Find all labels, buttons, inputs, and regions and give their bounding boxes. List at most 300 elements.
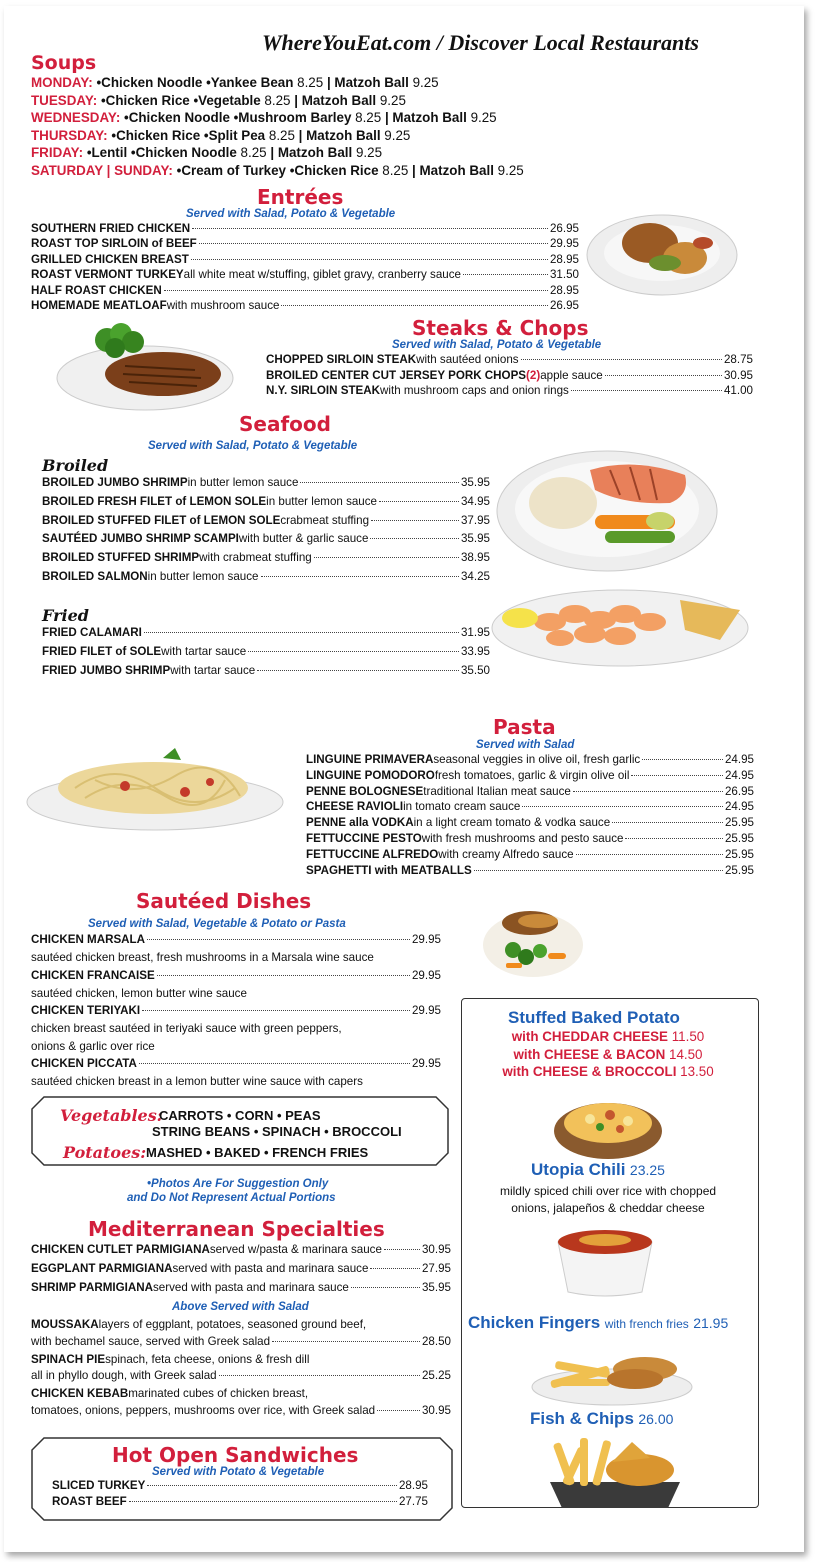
sauteed-photo	[468, 895, 598, 990]
item-price: 34.95	[460, 494, 490, 508]
menu-item-row-continued	[31, 1335, 451, 1353]
pasta-subtitle: Served with Salad	[476, 739, 575, 751]
menu-item-row	[42, 514, 490, 533]
item-desc: with mushroom caps and onion rings	[380, 384, 569, 397]
dot-leader	[272, 1341, 420, 1342]
pasta-photo	[25, 740, 285, 835]
soup-matzoh: Matzoh Ball	[306, 127, 381, 143]
item-price: 29.95	[411, 1004, 441, 1017]
soup-matzoh: Matzoh Ball	[419, 162, 494, 178]
menu-item-row	[306, 848, 754, 864]
entrees-list	[31, 222, 579, 314]
soup-separator: |	[294, 92, 298, 108]
item-price: 26.95	[549, 222, 579, 235]
chicken-fingers-photo	[530, 1335, 695, 1410]
dot-leader	[199, 243, 548, 244]
menu-item-row	[266, 384, 753, 400]
photo-note-line2: and Do Not Represent Actual Portions	[127, 1192, 336, 1204]
fish-chips-photo	[540, 1432, 690, 1512]
item-name: N.Y. SIRLOIN STEAK	[266, 384, 381, 397]
soup-items: •Chicken Rice •Split Pea	[111, 127, 266, 143]
vegetables-label: Vegetables:	[60, 1106, 163, 1125]
item-name: CHICKEN MARSALA	[31, 933, 146, 946]
item-price: 25.95	[724, 863, 754, 877]
item-desc: seasonal veggies in olive oil, fresh garlic	[433, 753, 641, 766]
seafood-subtitle: Served with Salad, Potato & Vegetable	[148, 440, 358, 452]
item-price: 25.95	[724, 831, 754, 845]
soup-separator: |	[326, 75, 331, 90]
soup-day: FRIDAY:	[31, 145, 84, 160]
dot-leader	[612, 822, 723, 823]
item-desc: traditional Italian meat sauce	[423, 784, 571, 798]
mediterranean-list	[31, 1243, 451, 1301]
menu-item-row	[31, 268, 579, 283]
item-name: CHICKEN KEBAB	[31, 1387, 129, 1400]
item-desc: with creamy Alfredo sauce	[438, 847, 574, 861]
item-desc: in butter lemon sauce	[147, 569, 259, 583]
soup-matzoh: Matzoh Ball	[334, 75, 409, 90]
vegetables-line2: STRING BEANS • SPINACH • BROCCOLI	[152, 1124, 402, 1139]
potatoes-line: MASHED • BAKED • FRENCH FRIES	[146, 1145, 369, 1160]
dot-leader	[300, 482, 459, 483]
menu-item-row	[31, 933, 441, 951]
soup-price: 8.25	[268, 127, 295, 143]
item-name: PENNE BOLOGNESE	[306, 784, 424, 798]
item-name: SPAGHETTI with MEATBALLS	[306, 863, 472, 877]
item-price: 30.95	[421, 1243, 451, 1256]
soup-day-row	[31, 109, 524, 127]
chili-title: Utopia Chili	[531, 1160, 626, 1179]
potatoes-label: Potatoes:	[63, 1143, 147, 1162]
item-name: BROILED JUMBO SHRIMP	[42, 476, 188, 489]
item-price: 33.95	[460, 645, 490, 658]
menu-item-row	[31, 1057, 441, 1075]
item-name: BROILED CENTER CUT JERSEY PORK CHOPS	[266, 368, 527, 382]
sandwiches-list	[52, 1479, 428, 1510]
menu-item-row	[31, 1243, 451, 1262]
item-name: LINGUINE PRIMAVERA	[306, 753, 434, 766]
item-price: 28.75	[723, 353, 753, 366]
item-desc: in butter lemon sauce	[266, 494, 378, 508]
item-desc: all in phyllo dough, with Greek salad	[31, 1369, 217, 1382]
dot-leader	[142, 1010, 410, 1011]
menu-item-row	[306, 753, 754, 769]
menu-item-row	[31, 299, 579, 314]
soup-day: THURSDAY:	[31, 127, 108, 143]
item-desc: served with pasta and marinara sauce	[172, 1262, 369, 1276]
soup-matzoh-price: 9.25	[384, 127, 411, 143]
soup-day: MONDAY:	[31, 75, 93, 90]
menu-item-row	[42, 626, 490, 645]
item-desc: crabmeat stuffing	[280, 513, 370, 527]
dot-leader	[576, 854, 723, 855]
fingers-desc: with french fries	[604, 1317, 689, 1331]
fish-price: 26.00	[638, 1411, 674, 1427]
item-name: SOUTHERN FRIED CHICKEN	[31, 222, 191, 235]
dot-leader	[522, 806, 723, 807]
steaks-title: Steaks & Chops	[412, 316, 589, 340]
item-name: BROILED SALMON	[42, 569, 148, 583]
item-name: FETTUCCINE PESTO	[306, 831, 422, 845]
item-price: 24.95	[724, 768, 754, 782]
menu-item-row-continued	[31, 1369, 451, 1387]
soup-day: TUESDAY:	[31, 92, 98, 108]
item-name: CHEESE RAVIOLI	[306, 800, 404, 814]
soup-day-row	[31, 92, 524, 110]
dot-leader	[384, 1249, 420, 1250]
item-name: SLICED TURKEY	[52, 1479, 146, 1492]
item-price: 37.95	[460, 513, 490, 527]
photo-note-line1: •Photos Are For Suggestion Only	[147, 1178, 329, 1190]
dot-leader	[571, 390, 722, 391]
soup-day-row	[31, 162, 524, 180]
item-price: 29.95	[411, 933, 441, 946]
soup-separator: |	[270, 145, 275, 160]
soup-separator: |	[298, 127, 303, 143]
item-price: 29.95	[411, 968, 441, 982]
item-price: 35.95	[460, 476, 490, 489]
dot-leader	[157, 975, 410, 976]
menu-item-row	[31, 1353, 451, 1370]
menu-item-row	[266, 369, 753, 385]
item-price: 29.95	[411, 1057, 441, 1070]
soup-price: 8.25	[355, 110, 382, 125]
soup-day-row	[31, 74, 524, 92]
soups-title: Soups	[31, 52, 97, 74]
soups-list	[31, 74, 524, 179]
salmon-plate-photo	[495, 445, 720, 575]
item-name: FETTUCCINE ALFREDO	[306, 847, 439, 861]
soup-items: •Cream of Turkey •Chicken Rice	[176, 162, 379, 178]
dot-leader	[139, 1063, 410, 1064]
soup-price: 8.25	[264, 92, 291, 108]
fried-label: Fried	[42, 606, 89, 625]
pasta-list	[306, 753, 754, 879]
menu-item-row	[52, 1495, 428, 1511]
soup-separator: |	[384, 110, 389, 125]
menu-item-row	[42, 532, 490, 551]
menu-item-row	[306, 864, 754, 880]
item-price: 27.95	[421, 1262, 451, 1276]
item-desc: sautéed chicken breast in a lemon butter wine sauce with capers	[31, 1075, 363, 1088]
item-price: 25.95	[724, 847, 754, 861]
item-price: 27.75	[398, 1494, 428, 1508]
entree-photo	[585, 203, 740, 298]
menu-item-row	[31, 969, 441, 987]
item-desc: all white meat w/stuffing, giblet gravy, cranberry sauce	[183, 268, 461, 282]
potato-option-label: with CHEDDAR CHEESE	[511, 1029, 668, 1044]
soup-day: WEDNESDAY:	[31, 110, 121, 125]
item-desc: in a light cream tomato & vodka sauce	[413, 816, 611, 830]
item-name: ROAST TOP SIRLOIN of BEEF	[31, 237, 197, 251]
dot-leader	[248, 651, 459, 652]
item-desc: with tartar sauce	[161, 645, 247, 658]
menu-item-row	[31, 284, 579, 299]
item-name: BROILED STUFFED FILET of LEMON SOLE	[42, 513, 281, 527]
potato-option	[470, 1029, 746, 1047]
item-name: GRILLED CHICKEN BREAST	[31, 252, 189, 266]
item-name: ROAST BEEF	[52, 1494, 127, 1508]
item-name: CHICKEN PICCATA	[31, 1057, 137, 1070]
item-desc: chicken breast sautéed in teriyaki sauce with green peppers,	[31, 1022, 342, 1035]
item-desc: with mushroom sauce	[166, 298, 280, 312]
menu-item-row	[42, 495, 490, 514]
dot-leader	[129, 1501, 397, 1502]
item-name: ROAST VERMONT TURKEY	[31, 268, 184, 282]
item-desc: apple sauce	[540, 368, 603, 382]
sandwiches-title: Hot Open Sandwiches	[112, 1443, 359, 1467]
item-desc: onions & garlic over rice	[31, 1039, 155, 1053]
item-name: LINGUINE POMODORO	[306, 768, 435, 782]
dot-leader	[642, 759, 723, 760]
item-count: (2)	[526, 368, 541, 382]
soup-matzoh-price: 9.25	[379, 92, 406, 108]
dot-leader	[147, 1485, 397, 1486]
soup-price: 8.25	[382, 162, 409, 178]
item-name: BROILED STUFFED SHRIMP	[42, 551, 200, 565]
item-desc: spinach, feta cheese, onions & fresh dill	[105, 1352, 310, 1366]
menu-item-row	[31, 1281, 451, 1300]
sauteed-list	[31, 933, 441, 1093]
entrees-title: Entrées	[257, 185, 344, 209]
fingers-price: 21.95	[693, 1315, 729, 1331]
item-desc: with crabmeat stuffing	[199, 551, 312, 565]
dot-leader	[191, 259, 548, 260]
item-price: 28.95	[398, 1479, 428, 1492]
item-price: 25.95	[724, 816, 754, 830]
dot-leader	[631, 775, 723, 776]
item-desc: served with pasta and marinara sauce	[152, 1281, 349, 1295]
menu-item-row	[31, 1004, 441, 1022]
soup-items: •Chicken Noodle •Yankee Bean	[96, 75, 294, 90]
item-desc: tomatoes, onions, peppers, mushrooms over rice, with Greek salad	[31, 1403, 376, 1417]
dot-leader	[164, 290, 548, 291]
soup-separator: |	[412, 162, 416, 178]
item-desc: with bechamel sauce, served with Greek salad	[31, 1334, 271, 1348]
dot-leader	[379, 501, 459, 502]
item-name: SHRIMP PARMIGIANA	[31, 1281, 153, 1295]
item-price: 30.95	[723, 368, 753, 382]
item-price: 35.95	[460, 532, 490, 546]
item-desc: served w/pasta & marinara sauce	[209, 1243, 382, 1256]
item-name: EGGPLANT PARMIGIANA	[31, 1262, 173, 1276]
item-price: 38.95	[460, 551, 490, 565]
seafood-title: Seafood	[239, 412, 331, 436]
chili-price: 23.25	[629, 1162, 665, 1178]
item-price: 35.95	[421, 1281, 451, 1295]
potato-option-price: 14.50	[669, 1046, 703, 1062]
site-title[interactable]: WhereYouEat.com / Discover Local Restaurants	[262, 30, 699, 55]
broiled-list	[42, 476, 490, 589]
soup-day-row	[31, 144, 524, 162]
menu-item-row	[306, 816, 754, 832]
dot-leader	[605, 375, 722, 376]
dot-leader	[474, 870, 723, 871]
item-name: CHOPPED SIRLOIN STEAK	[266, 353, 417, 366]
item-price: 24.95	[724, 800, 754, 814]
soup-matzoh: Matzoh Ball	[277, 145, 353, 160]
sandwiches-subtitle: Served with Potato & Vegetable	[152, 1466, 325, 1478]
dot-leader	[625, 838, 723, 839]
sauteed-title: Sautéed Dishes	[136, 889, 312, 913]
item-price: 26.95	[549, 298, 579, 312]
menu-item-row	[42, 645, 490, 664]
potato-option-price: 13.50	[680, 1064, 714, 1079]
menu-item-row	[52, 1479, 428, 1495]
item-price: 26.95	[724, 784, 754, 798]
soup-matzoh-price: 9.25	[497, 162, 524, 178]
item-desc: in tomato cream sauce	[403, 800, 521, 814]
baked-potato-photo	[548, 1083, 668, 1163]
item-name: FRIED FILET of SOLE	[42, 645, 162, 658]
menu-item-row	[42, 476, 490, 495]
steaks-list	[266, 353, 753, 400]
menu-item-row	[42, 551, 490, 570]
dot-leader	[144, 632, 459, 633]
item-desc: sautéed chicken, lemon butter wine sauce	[31, 986, 247, 1000]
fingers-title-row	[468, 1313, 728, 1333]
item-price: 31.95	[460, 626, 490, 639]
item-desc: with sautéed onions	[416, 353, 519, 366]
potato-options	[470, 1029, 746, 1082]
dot-leader	[147, 939, 410, 940]
chili-desc2: onions, jalapeños & cheddar cheese	[511, 1201, 705, 1215]
soup-matzoh: Matzoh Ball	[301, 92, 377, 108]
soup-price: 8.25	[297, 75, 324, 90]
soup-matzoh-price: 9.25	[470, 110, 497, 125]
item-desc: with butter & garlic sauce	[238, 532, 369, 546]
item-desc: layers of eggplant, potatoes, seasoned ground beef,	[98, 1318, 367, 1331]
steak-photo	[55, 318, 235, 413]
menu-item-row	[31, 1318, 451, 1335]
fish-title: Fish & Chips	[530, 1409, 634, 1428]
item-desc: with tartar sauce	[170, 664, 256, 677]
dot-leader	[257, 670, 459, 671]
dot-leader	[281, 305, 548, 306]
chili-title-row	[531, 1160, 665, 1180]
item-price: 29.95	[549, 237, 579, 251]
chili-desc1: mildly spiced chili over rice with chopped	[499, 1184, 717, 1198]
item-desc: marinated cubes of chicken breast,	[128, 1387, 309, 1400]
item-name: HALF ROAST CHICKEN	[31, 283, 162, 297]
menu-item-row	[42, 664, 490, 683]
item-price: 28.95	[549, 252, 579, 266]
soup-day-row	[31, 127, 524, 145]
item-price: 41.00	[723, 384, 753, 397]
soup-items: •Chicken Noodle •Mushroom Barley	[124, 110, 352, 125]
vegetables-line1: CARROTS • CORN • PEAS	[159, 1108, 321, 1123]
potato-option	[470, 1064, 746, 1082]
mediterranean-title: Mediterranean Specialties	[88, 1217, 385, 1241]
potato-option-label: with CHEESE & BROCCOLI	[502, 1064, 677, 1079]
menu-item-row	[42, 570, 490, 589]
dot-leader	[377, 1410, 420, 1411]
dot-leader	[219, 1375, 420, 1376]
pasta-title: Pasta	[493, 715, 556, 739]
item-name: SPINACH PIE	[31, 1352, 106, 1366]
item-name: CHICKEN CUTLET PARMIGIANA	[31, 1243, 210, 1256]
shrimp-plate-photo	[490, 570, 760, 670]
dot-leader	[463, 274, 548, 275]
steaks-subtitle: Served with Salad, Potato & Vegetable	[392, 339, 602, 351]
item-desc: in butter lemon sauce	[187, 476, 299, 489]
menu-item-row	[31, 222, 579, 237]
menu-item-row	[31, 237, 579, 252]
fish-title-row	[530, 1409, 673, 1429]
dot-leader	[351, 1287, 420, 1288]
soup-items: •Chicken Rice •Vegetable	[100, 92, 261, 108]
item-name: CHICKEN FRANCAISE	[31, 968, 155, 982]
fingers-title: Chicken Fingers	[468, 1313, 601, 1332]
soup-matzoh-price: 9.25	[355, 145, 383, 160]
soup-matzoh-price: 9.25	[412, 75, 439, 90]
soup-matzoh: Matzoh Ball	[392, 110, 467, 125]
item-name: PENNE alla VODKA	[306, 816, 414, 830]
menu-item-row	[31, 1262, 451, 1281]
item-price: 28.50	[421, 1334, 451, 1348]
item-price: 25.25	[421, 1369, 451, 1382]
menu-item-row	[31, 1387, 451, 1404]
item-name: CHICKEN TERIYAKI	[31, 1004, 141, 1017]
dot-leader	[192, 228, 548, 229]
menu-item-row-continued	[31, 1404, 451, 1422]
mediterranean-more-list	[31, 1318, 451, 1422]
item-name: FRIED JUMBO SHRIMP	[42, 664, 171, 677]
item-desc: with fresh mushrooms and pesto sauce	[421, 831, 624, 845]
dot-leader	[370, 538, 459, 539]
item-price: 35.50	[460, 664, 490, 677]
dot-leader	[314, 557, 459, 558]
dot-leader	[261, 576, 459, 577]
menu-item-row	[31, 253, 579, 268]
item-name: FRIED CALAMARI	[42, 626, 142, 639]
dot-leader	[370, 1268, 420, 1269]
soup-items: •Lentil •Chicken Noodle	[86, 145, 237, 160]
dot-leader	[573, 791, 723, 792]
potato-option-label: with CHEESE & BACON	[513, 1046, 666, 1062]
soup-price: 8.25	[240, 145, 267, 160]
chili-photo	[550, 1220, 660, 1300]
menu-item-row	[266, 353, 753, 369]
item-name: SAUTÉED JUMBO SHRIMP SCAMPI	[42, 532, 239, 546]
item-price: 31.50	[549, 268, 579, 282]
potato-title: Stuffed Baked Potato	[508, 1008, 680, 1027]
sauteed-subtitle: Served with Salad, Vegetable & Potato or Pasta	[88, 918, 346, 930]
menu-item-row	[306, 785, 754, 801]
entrees-subtitle: Served with Salad, Potato & Vegetable	[186, 208, 396, 220]
menu-item-row	[306, 769, 754, 785]
item-price: 28.95	[549, 283, 579, 297]
dot-leader	[371, 520, 459, 521]
item-desc: sautéed chicken breast, fresh mushrooms in a Marsala wine sauce	[31, 951, 374, 964]
mediterranean-salad-note: Above Served with Salad	[172, 1301, 309, 1313]
dot-leader	[521, 359, 722, 360]
item-name: BROILED FRESH FILET of LEMON SOLE	[42, 494, 267, 508]
item-name: MOUSSAKA	[31, 1318, 99, 1331]
menu-item-row	[306, 800, 754, 816]
item-price: 34.25	[460, 569, 490, 583]
item-price: 24.95	[724, 753, 754, 766]
potato-option-price: 11.50	[671, 1029, 705, 1044]
fried-list	[42, 626, 490, 683]
menu-item-row	[306, 832, 754, 848]
item-name: HOMEMADE MEATLOAF	[31, 298, 167, 312]
potato-option	[470, 1047, 746, 1065]
item-desc: fresh tomatoes, garlic & virgin olive oil	[434, 768, 630, 782]
broiled-label: Broiled	[42, 456, 109, 475]
soup-day: SATURDAY | SUNDAY:	[31, 162, 173, 178]
item-price: 30.95	[421, 1403, 451, 1417]
